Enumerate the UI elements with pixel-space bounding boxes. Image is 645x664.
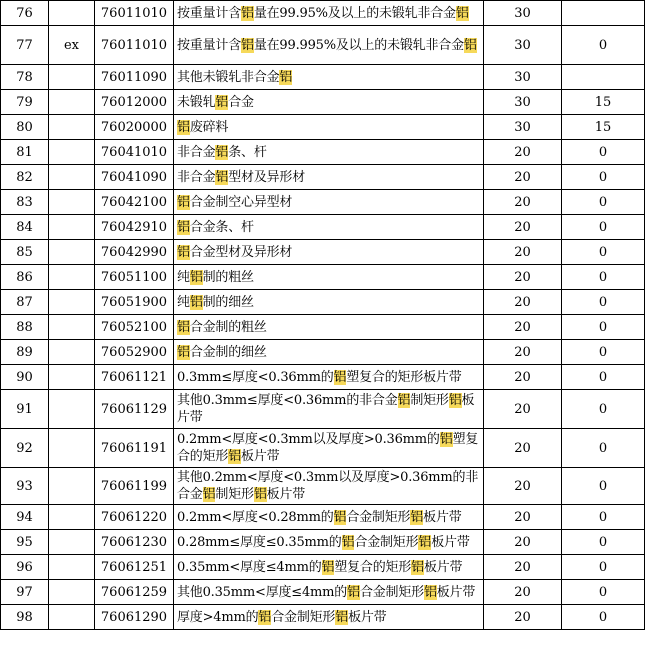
mfn-rate: 20: [484, 290, 562, 315]
tariff-code: 76041090: [95, 165, 174, 190]
table-row: [1, 580, 645, 605]
description-text: 板片带: [431, 534, 470, 550]
table-row: [1, 365, 645, 390]
description-text: 厚度>4mm的: [177, 609, 259, 625]
temporary-rate: 0: [562, 468, 645, 505]
description-text: 合金制矩形: [354, 534, 419, 550]
highlighted-term: 铝: [177, 194, 190, 210]
ex-marker: ex: [49, 26, 95, 65]
ex-marker: [49, 365, 95, 390]
ex-marker: [49, 265, 95, 290]
table-row: [1, 240, 645, 265]
temporary-rate: 15: [562, 90, 645, 115]
table-row: [1, 115, 645, 140]
mfn-rate: 30: [484, 90, 562, 115]
tariff-code: 76020000: [95, 115, 174, 140]
ex-marker: [49, 429, 95, 468]
description-text: 型材及异形材: [228, 169, 306, 185]
row-number: 82: [1, 165, 49, 190]
row-number: 84: [1, 215, 49, 240]
mfn-rate: 20: [484, 468, 562, 505]
tariff-code: 76042910: [95, 215, 174, 240]
mfn-rate: 20: [484, 340, 562, 365]
row-number: 77: [1, 26, 49, 65]
row-number: 85: [1, 240, 49, 265]
highlighted-term: 铝: [279, 69, 293, 85]
mfn-rate: 20: [484, 580, 562, 605]
table-row: [1, 165, 645, 190]
tariff-code: 76061191: [95, 429, 174, 468]
row-number: 88: [1, 315, 49, 340]
highlighted-term: 铝: [423, 584, 437, 600]
temporary-rate: 0: [562, 580, 645, 605]
item-description: [174, 365, 484, 390]
mfn-rate: 20: [484, 365, 562, 390]
ex-marker: [49, 468, 95, 505]
mfn-rate: 30: [484, 1, 562, 26]
table-row: [1, 530, 645, 555]
ex-marker: [49, 65, 95, 90]
temporary-rate: 0: [562, 140, 645, 165]
temporary-rate: 0: [562, 365, 645, 390]
mfn-rate: 30: [484, 115, 562, 140]
tariff-code: 76011090: [95, 65, 174, 90]
row-number: 80: [1, 115, 49, 140]
mfn-rate: 20: [484, 530, 562, 555]
item-description: [174, 605, 484, 630]
mfn-rate: 20: [484, 605, 562, 630]
description-text: 板片带: [348, 609, 387, 625]
row-number: 89: [1, 340, 49, 365]
row-number: 83: [1, 190, 49, 215]
description-text: 其他0.35mm<厚度≤4mm的: [177, 584, 348, 600]
temporary-rate: [562, 65, 645, 90]
ex-marker: [49, 90, 95, 115]
row-number: 86: [1, 265, 49, 290]
tariff-code: 76011010: [95, 1, 174, 26]
row-number: 76: [1, 1, 49, 26]
description-text: 按重量计含: [177, 5, 242, 21]
ex-marker: [49, 140, 95, 165]
ex-marker: [49, 390, 95, 429]
tariff-code: 76061129: [95, 390, 174, 429]
item-description: [174, 140, 484, 165]
item-description: [174, 390, 484, 429]
highlighted-term: 铝: [189, 294, 203, 310]
description-text: 板片带: [423, 559, 463, 575]
ex-marker: [49, 290, 95, 315]
tariff-code: 76051900: [95, 290, 174, 315]
mfn-rate: 20: [484, 429, 562, 468]
table-row: [1, 65, 645, 90]
tariff-code: 76011010: [95, 26, 174, 65]
item-description: [174, 340, 484, 365]
description-text: 塑复合的矩形: [334, 559, 412, 575]
row-number: 96: [1, 555, 49, 580]
highlighted-term: 铝: [439, 432, 453, 447]
tariff-code: 76061121: [95, 365, 174, 390]
tariff-code: 76061220: [95, 505, 174, 530]
table-row: [1, 215, 645, 240]
row-number: 95: [1, 530, 49, 555]
row-number: 91: [1, 390, 49, 429]
mfn-rate: 20: [484, 240, 562, 265]
temporary-rate: 15: [562, 115, 645, 140]
ex-marker: [49, 190, 95, 215]
description-text: 合金制的细丝: [189, 344, 267, 360]
description-text: 0.28mm≤厚度≤0.35mm的: [177, 534, 342, 550]
table-row: [1, 1, 645, 26]
row-number: 92: [1, 429, 49, 468]
highlighted-term: 铝: [397, 393, 411, 408]
description-text: 0.2mm<厚度<0.3mm以及厚度>0.36mm的: [177, 432, 440, 447]
description-text: 合金条、杆: [189, 219, 254, 235]
description-text: 纯: [177, 294, 190, 310]
highlighted-term: 铝: [455, 5, 469, 21]
description-text: 制矩形: [410, 393, 449, 408]
mfn-rate: 30: [484, 26, 562, 65]
tariff-code: 76061251: [95, 555, 174, 580]
table-row: [1, 429, 645, 468]
temporary-rate: 0: [562, 429, 645, 468]
table-row: [1, 468, 645, 505]
mfn-rate: 20: [484, 555, 562, 580]
description-text: 合金制的粗丝: [189, 319, 267, 335]
highlighted-term: 铝: [347, 584, 360, 600]
tariff-code: 76061290: [95, 605, 174, 630]
description-text: 合金型材及异形材: [189, 244, 293, 260]
description-text: 非合金: [177, 144, 216, 160]
highlighted-term: 铝: [258, 609, 272, 625]
table-row: [1, 315, 645, 340]
item-description: [174, 240, 484, 265]
ex-marker: [49, 115, 95, 140]
item-description: [174, 215, 484, 240]
tariff-code: 76042100: [95, 190, 174, 215]
highlighted-term: 铝: [418, 534, 432, 550]
temporary-rate: 0: [562, 530, 645, 555]
description-text: 按重量计含: [177, 37, 242, 53]
description-text: 0.2mm<厚度<0.28mm的: [177, 509, 334, 525]
ex-marker: [49, 215, 95, 240]
item-description: [174, 90, 484, 115]
mfn-rate: 30: [484, 65, 562, 90]
temporary-rate: 0: [562, 290, 645, 315]
description-text: 非合金: [177, 169, 216, 185]
temporary-rate: 0: [562, 605, 645, 630]
description-text: 制的粗丝: [202, 269, 254, 285]
row-number: 94: [1, 505, 49, 530]
highlighted-term: 铝: [411, 559, 424, 575]
row-number: 97: [1, 580, 49, 605]
highlighted-term: 铝: [177, 344, 190, 360]
tariff-code: 76061199: [95, 468, 174, 505]
description-text: 其他未锻轧非合金: [177, 69, 280, 85]
mfn-rate: 20: [484, 505, 562, 530]
tariff-code: 76061259: [95, 580, 174, 605]
table-row: [1, 265, 645, 290]
mfn-rate: 20: [484, 165, 562, 190]
item-description: [174, 1, 484, 26]
temporary-rate: 0: [562, 240, 645, 265]
highlighted-term: 铝: [177, 319, 190, 335]
highlighted-term: 铝: [253, 487, 267, 502]
ex-marker: [49, 165, 95, 190]
item-description: [174, 315, 484, 340]
highlighted-term: 铝: [215, 169, 229, 185]
description-text: 废碎料: [189, 119, 229, 135]
highlighted-term: 铝: [241, 5, 254, 21]
description-text: 合金制矩形: [359, 584, 424, 600]
mfn-rate: 20: [484, 265, 562, 290]
description-text: 板片带: [436, 584, 476, 600]
item-description: [174, 555, 484, 580]
temporary-rate: [562, 1, 645, 26]
item-description: [174, 26, 484, 65]
highlighted-term: 铝: [215, 94, 229, 110]
mfn-rate: 20: [484, 215, 562, 240]
table-row: [1, 90, 645, 115]
highlighted-term: 铝: [177, 244, 190, 260]
description-text: 塑复合的矩形: [177, 432, 479, 464]
temporary-rate: 0: [562, 165, 645, 190]
highlighted-term: 铝: [463, 37, 477, 53]
highlighted-term: 铝: [241, 37, 254, 53]
description-text: 制的细丝: [202, 294, 254, 310]
row-number: 81: [1, 140, 49, 165]
mfn-rate: 20: [484, 315, 562, 340]
item-description: [174, 190, 484, 215]
row-number: 87: [1, 290, 49, 315]
table-row: [1, 190, 645, 215]
row-number: 90: [1, 365, 49, 390]
description-text: 板片带: [177, 393, 475, 425]
item-description: [174, 580, 484, 605]
description-text: 板片带: [266, 487, 306, 502]
ex-marker: [49, 505, 95, 530]
description-text: 板片带: [423, 509, 462, 525]
highlighted-term: 铝: [341, 534, 355, 550]
highlighted-term: 铝: [202, 487, 216, 502]
item-description: [174, 530, 484, 555]
ex-marker: [49, 530, 95, 555]
ex-marker: [49, 555, 95, 580]
tariff-code: 76042990: [95, 240, 174, 265]
highlighted-term: 铝: [321, 559, 335, 575]
highlighted-term: 铝: [177, 219, 190, 235]
description-text: 其他0.3mm≤厚度<0.36mm的非合金: [177, 393, 398, 408]
tariff-code: 76051100: [95, 265, 174, 290]
description-text: 合金制矩形: [271, 609, 336, 625]
ex-marker: [49, 1, 95, 26]
item-description: [174, 65, 484, 90]
tariff-code: 76061230: [95, 530, 174, 555]
highlighted-term: 铝: [448, 393, 462, 408]
item-description: [174, 505, 484, 530]
row-number: 98: [1, 605, 49, 630]
highlighted-term: 铝: [215, 144, 229, 160]
description-text: 量在99.95%及以上的未锻轧非合金: [253, 5, 456, 21]
temporary-rate: 0: [562, 265, 645, 290]
mfn-rate: 20: [484, 190, 562, 215]
row-number: 79: [1, 90, 49, 115]
temporary-rate: 0: [562, 390, 645, 429]
tariff-code: 76052100: [95, 315, 174, 340]
table-row: [1, 140, 645, 165]
temporary-rate: 0: [562, 215, 645, 240]
item-description: [174, 165, 484, 190]
row-number: 93: [1, 468, 49, 505]
ex-marker: [49, 315, 95, 340]
description-text: 其他0.2mm<厚度<0.3mm以及厚度>0.36mm的非合金: [177, 470, 479, 502]
mfn-rate: 20: [484, 390, 562, 429]
highlighted-term: 铝: [177, 119, 190, 135]
description-text: 0.35mm<厚度≤4mm的: [177, 559, 322, 575]
temporary-rate: 0: [562, 505, 645, 530]
temporary-rate: 0: [562, 555, 645, 580]
description-text: 合金制矩形: [346, 509, 411, 525]
item-description: [174, 429, 484, 468]
highlighted-term: 铝: [228, 449, 242, 464]
row-number: 78: [1, 65, 49, 90]
description-text: 板片带: [241, 449, 280, 464]
table-row: [1, 26, 645, 65]
highlighted-term: 铝: [410, 509, 424, 525]
temporary-rate: 0: [562, 190, 645, 215]
table-row: [1, 505, 645, 530]
ex-marker: [49, 580, 95, 605]
highlighted-term: 铝: [335, 609, 349, 625]
ex-marker: [49, 340, 95, 365]
highlighted-term: 铝: [333, 509, 347, 525]
tariff-code: 76041010: [95, 140, 174, 165]
item-description: [174, 265, 484, 290]
description-text: 量在99.995%及以上的未锻轧非合金: [253, 37, 464, 53]
table-row: [1, 340, 645, 365]
ex-marker: [49, 240, 95, 265]
temporary-rate: 0: [562, 340, 645, 365]
description-text: 条、杆: [228, 144, 267, 160]
item-description: [174, 468, 484, 505]
table-row: [1, 390, 645, 429]
tariff-code: 76012000: [95, 90, 174, 115]
item-description: [174, 290, 484, 315]
description-text: 制矩形: [215, 487, 254, 502]
description-text: 0.3mm≤厚度<0.36mm的: [177, 369, 334, 385]
table-row: [1, 605, 645, 630]
description-text: 合金制空心异型材: [189, 194, 293, 210]
table-row: [1, 555, 645, 580]
description-text: 合金: [228, 94, 254, 110]
temporary-rate: 0: [562, 315, 645, 340]
description-text: 纯: [177, 269, 190, 285]
ex-marker: [49, 605, 95, 630]
mfn-rate: 20: [484, 140, 562, 165]
temporary-rate: 0: [562, 26, 645, 65]
highlighted-term: 铝: [189, 269, 203, 285]
description-text: 塑复合的矩形板片带: [346, 369, 462, 385]
table-row: [1, 290, 645, 315]
description-text: 未锻轧: [177, 94, 216, 110]
item-description: [174, 115, 484, 140]
tariff-code: 76052900: [95, 340, 174, 365]
highlighted-term: 铝: [333, 369, 347, 385]
